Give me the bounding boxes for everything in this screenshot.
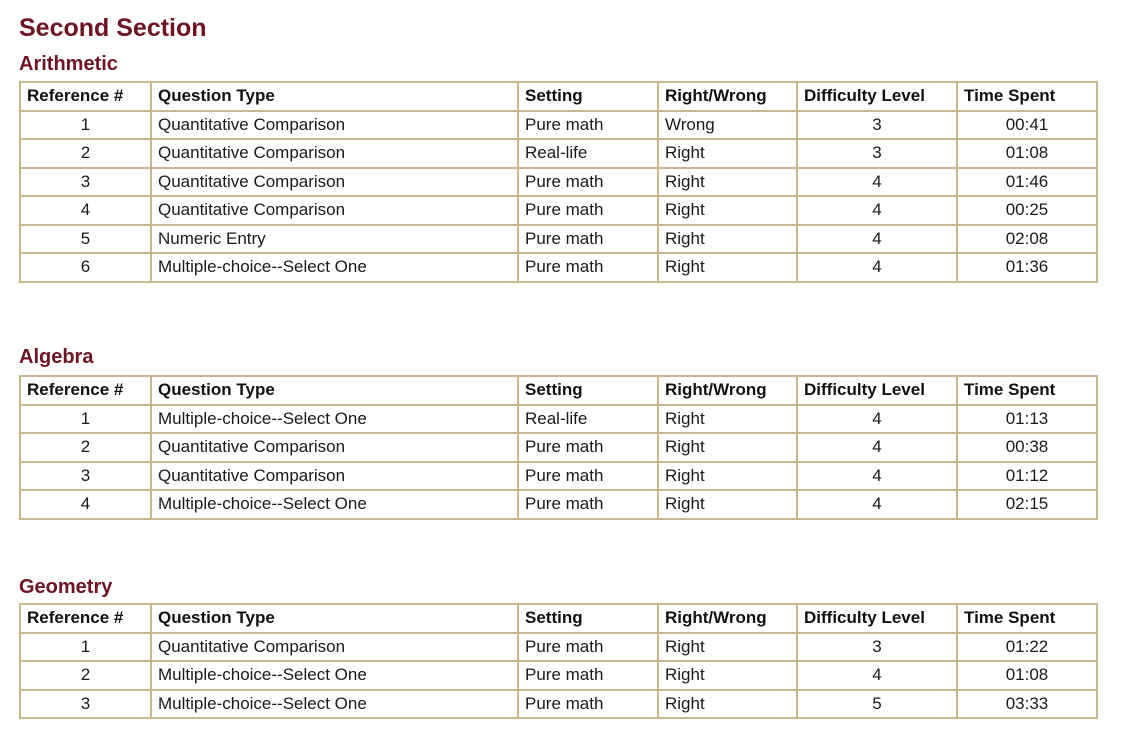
- right-wrong-header: Right/Wrong: [658, 82, 797, 111]
- time-spent-cell: 01:08: [957, 139, 1097, 168]
- table-row: [20, 168, 1097, 197]
- time-spent-header: Time Spent: [957, 82, 1097, 111]
- reference-cell: 1: [20, 111, 151, 140]
- difficulty-header: Difficulty Level: [797, 82, 957, 111]
- setting-header: Setting: [518, 604, 658, 633]
- algebra-section-title: Algebra: [19, 346, 94, 368]
- question-type-header: Question Type: [151, 82, 518, 111]
- difficulty-cell: 4: [797, 490, 957, 519]
- question-type-cell: Multiple-choice--Select One: [151, 405, 518, 434]
- right-wrong-cell: Right: [658, 168, 797, 197]
- time-spent-cell: 01:46: [957, 168, 1097, 197]
- time-spent-cell: 01:12: [957, 462, 1097, 491]
- question-type-cell: Numeric Entry: [151, 225, 518, 254]
- reference-header: Reference #: [20, 376, 151, 405]
- setting-cell: Pure math: [518, 196, 658, 225]
- time-spent-cell: 02:08: [957, 225, 1097, 254]
- question-type-cell: Multiple-choice--Select One: [151, 253, 518, 282]
- reference-header: Reference #: [20, 604, 151, 633]
- time-spent-cell: 01:08: [957, 661, 1097, 690]
- reference-header: Reference #: [20, 82, 151, 111]
- right-wrong-cell: Right: [658, 196, 797, 225]
- right-wrong-cell: Right: [658, 490, 797, 519]
- right-wrong-header: Right/Wrong: [658, 604, 797, 633]
- setting-cell: Real-life: [518, 405, 658, 434]
- difficulty-cell: 5: [797, 690, 957, 719]
- time-spent-cell: 02:15: [957, 490, 1097, 519]
- arithmetic-section-title: Arithmetic: [19, 53, 118, 75]
- table-header-row: [20, 376, 1097, 405]
- question-type-header: Question Type: [151, 604, 518, 633]
- right-wrong-cell: Right: [658, 225, 797, 254]
- time-spent-cell: 01:22: [957, 633, 1097, 662]
- setting-cell: Pure math: [518, 225, 658, 254]
- difficulty-cell: 4: [797, 405, 957, 434]
- right-wrong-cell: Right: [658, 661, 797, 690]
- setting-cell: Pure math: [518, 490, 658, 519]
- setting-header: Setting: [518, 82, 658, 111]
- reference-cell: 2: [20, 433, 151, 462]
- right-wrong-cell: Right: [658, 139, 797, 168]
- difficulty-cell: 4: [797, 462, 957, 491]
- question-type-cell: Quantitative Comparison: [151, 111, 518, 140]
- right-wrong-cell: Wrong: [658, 111, 797, 140]
- setting-cell: Pure math: [518, 111, 658, 140]
- table-row: [20, 196, 1097, 225]
- geometry-table: [19, 603, 1098, 719]
- right-wrong-cell: Right: [658, 633, 797, 662]
- right-wrong-cell: Right: [658, 433, 797, 462]
- time-spent-header: Time Spent: [957, 376, 1097, 405]
- table-row: [20, 633, 1097, 662]
- setting-cell: Pure math: [518, 462, 658, 491]
- table-row: [20, 661, 1097, 690]
- difficulty-cell: 3: [797, 111, 957, 140]
- question-type-header: Question Type: [151, 376, 518, 405]
- setting-cell: Pure math: [518, 433, 658, 462]
- table-row: [20, 462, 1097, 491]
- difficulty-cell: 4: [797, 661, 957, 690]
- reference-cell: 5: [20, 225, 151, 254]
- table-row: [20, 490, 1097, 519]
- difficulty-cell: 4: [797, 253, 957, 282]
- reference-cell: 3: [20, 168, 151, 197]
- time-spent-cell: 00:41: [957, 111, 1097, 140]
- time-spent-header: Time Spent: [957, 604, 1097, 633]
- right-wrong-cell: Right: [658, 405, 797, 434]
- arithmetic-table: [19, 81, 1098, 283]
- difficulty-cell: 4: [797, 225, 957, 254]
- reference-cell: 2: [20, 661, 151, 690]
- question-type-cell: Quantitative Comparison: [151, 462, 518, 491]
- reference-cell: 3: [20, 690, 151, 719]
- question-type-cell: Multiple-choice--Select One: [151, 690, 518, 719]
- time-spent-cell: 01:36: [957, 253, 1097, 282]
- geometry-section-title: Geometry: [19, 576, 113, 598]
- question-type-cell: Quantitative Comparison: [151, 139, 518, 168]
- reference-cell: 4: [20, 196, 151, 225]
- reference-cell: 6: [20, 253, 151, 282]
- right-wrong-header: Right/Wrong: [658, 376, 797, 405]
- difficulty-cell: 3: [797, 139, 957, 168]
- table-row: [20, 690, 1097, 719]
- difficulty-cell: 4: [797, 196, 957, 225]
- setting-cell: Pure math: [518, 168, 658, 197]
- table-row: [20, 253, 1097, 282]
- question-type-cell: Quantitative Comparison: [151, 433, 518, 462]
- table-row: [20, 139, 1097, 168]
- reference-cell: 4: [20, 490, 151, 519]
- time-spent-cell: 01:13: [957, 405, 1097, 434]
- table-row: [20, 405, 1097, 434]
- difficulty-header: Difficulty Level: [797, 376, 957, 405]
- difficulty-cell: 3: [797, 633, 957, 662]
- algebra-table: [19, 375, 1098, 520]
- time-spent-cell: 03:33: [957, 690, 1097, 719]
- setting-cell: Real-life: [518, 139, 658, 168]
- question-type-cell: Quantitative Comparison: [151, 168, 518, 197]
- difficulty-cell: 4: [797, 433, 957, 462]
- question-type-cell: Quantitative Comparison: [151, 633, 518, 662]
- reference-cell: 2: [20, 139, 151, 168]
- reference-cell: 1: [20, 405, 151, 434]
- page-title: Second Section: [19, 14, 207, 42]
- difficulty-header: Difficulty Level: [797, 604, 957, 633]
- table-row: [20, 433, 1097, 462]
- setting-header: Setting: [518, 376, 658, 405]
- right-wrong-cell: Right: [658, 690, 797, 719]
- table-header-row: [20, 604, 1097, 633]
- difficulty-cell: 4: [797, 168, 957, 197]
- right-wrong-cell: Right: [658, 253, 797, 282]
- table-row: [20, 111, 1097, 140]
- setting-cell: Pure math: [518, 690, 658, 719]
- right-wrong-cell: Right: [658, 462, 797, 491]
- table-row: [20, 225, 1097, 254]
- setting-cell: Pure math: [518, 661, 658, 690]
- question-type-cell: Multiple-choice--Select One: [151, 661, 518, 690]
- question-type-cell: Multiple-choice--Select One: [151, 490, 518, 519]
- setting-cell: Pure math: [518, 633, 658, 662]
- question-type-cell: Quantitative Comparison: [151, 196, 518, 225]
- time-spent-cell: 00:38: [957, 433, 1097, 462]
- setting-cell: Pure math: [518, 253, 658, 282]
- reference-cell: 3: [20, 462, 151, 491]
- table-header-row: [20, 82, 1097, 111]
- reference-cell: 1: [20, 633, 151, 662]
- time-spent-cell: 00:25: [957, 196, 1097, 225]
